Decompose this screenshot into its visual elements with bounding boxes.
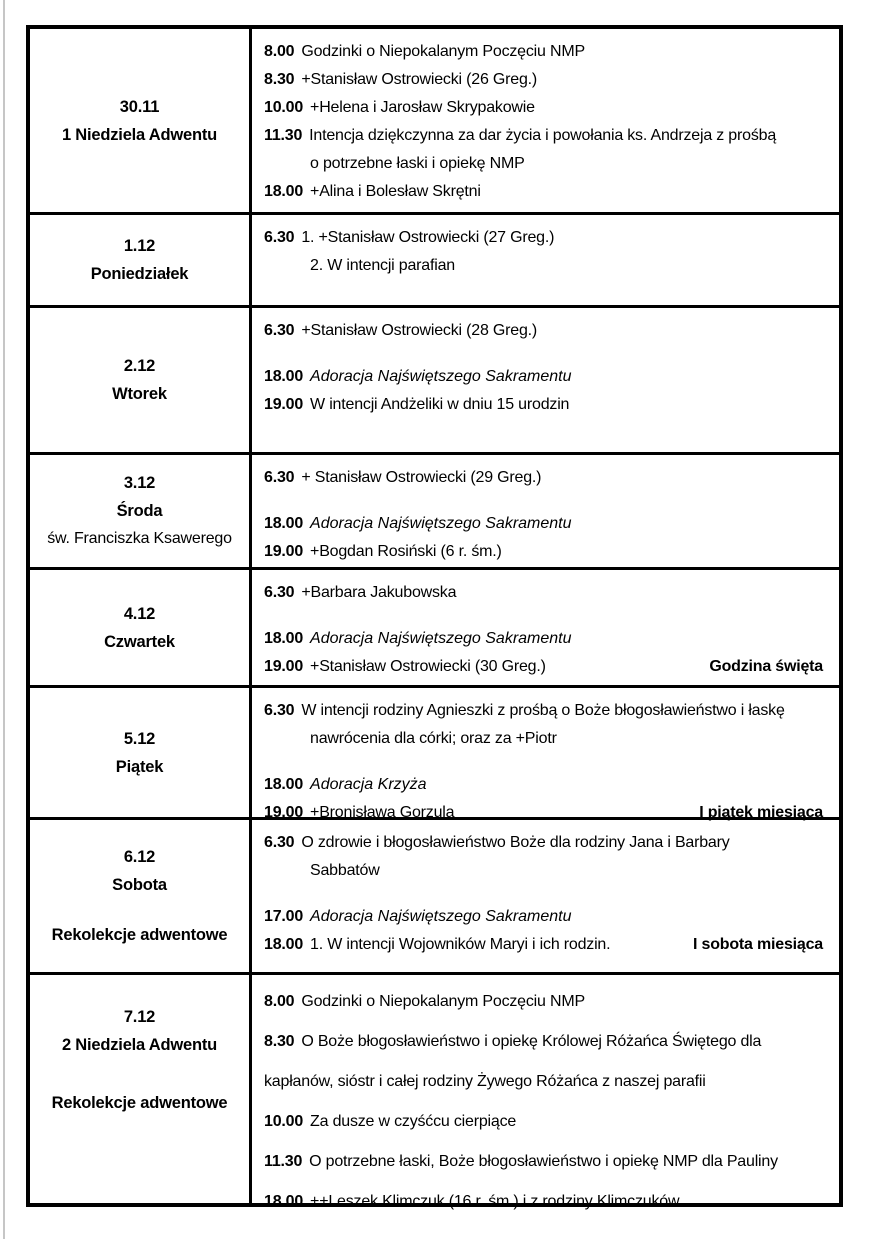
intentions-cell — [252, 29, 839, 212]
mass-time: 6.30 — [264, 469, 295, 486]
date-line: 2.12 — [123, 357, 156, 375]
mass-entry — [264, 931, 829, 959]
mass-intention: 1. +Stanisław Ostrowiecki (27 Greg.) — [301, 229, 555, 246]
mass-time: 18.00 — [264, 936, 304, 953]
date-line: 1.12 — [123, 237, 156, 255]
date-cell — [30, 308, 252, 452]
mass-intention: Adoracja Najświętszego Sakramentu — [310, 908, 572, 925]
mass-time: 17.00 — [264, 908, 304, 925]
schedule-row — [30, 215, 839, 308]
date-line: Rekolekcje adwentowe — [51, 1094, 228, 1112]
mass-entry — [264, 771, 829, 799]
mass-time: 10.00 — [264, 1113, 304, 1130]
mass-intention: Adoracja Najświętszego Sakramentu — [310, 515, 572, 532]
mass-intention: Adoracja Krzyża — [310, 776, 427, 793]
mass-entry — [264, 1108, 829, 1136]
mass-entry — [264, 988, 829, 1016]
mass-entry — [264, 579, 829, 607]
mass-intention: 2. W intencji parafian — [310, 257, 456, 274]
mass-intention: W intencji rodziny Agnieszki z prośbą o Boże błogosławieństwo i łaskę — [301, 702, 785, 719]
date-line: Wtorek — [112, 385, 167, 403]
mass-entry — [264, 178, 829, 206]
mass-intention: kapłanów, sióstr i całej rodziny Żywego Różańca z naszej parafii — [264, 1073, 706, 1090]
date-line: 1 Niedziela Adwentu — [61, 125, 218, 144]
date-line: 7.12 — [123, 1008, 156, 1026]
schedule-row — [30, 29, 839, 215]
mass-time: 6.30 — [264, 702, 295, 719]
intentions-cell — [252, 455, 839, 567]
mass-time: 18.00 — [264, 183, 304, 200]
mass-time: 8.00 — [264, 43, 295, 60]
mass-time: 18.00 — [264, 1193, 304, 1210]
date-line: św. Franciszka Ksawerego — [47, 530, 232, 547]
mass-intention: + Stanisław Ostrowiecki (29 Greg.) — [301, 469, 542, 486]
schedule-row — [30, 455, 839, 570]
mass-entry — [264, 66, 829, 94]
mass-time: 19.00 — [264, 658, 304, 675]
mass-intention: W intencji Andżeliki w dniu 15 urodzin — [310, 396, 570, 413]
date-cell — [30, 570, 252, 685]
mass-intention: Sabbatów — [310, 862, 380, 879]
date-line: Środa — [116, 502, 163, 520]
mass-time: 8.30 — [264, 1033, 295, 1050]
mass-intention: ++Leszek Klimczuk (16 r. śm.) i z rodziny Klimczuków — [310, 1193, 680, 1210]
mass-intention: +Bogdan Rosiński (6 r. śm.) — [310, 543, 502, 560]
mass-time: 18.00 — [264, 515, 304, 532]
schedule-row — [30, 688, 839, 820]
date-line: Czwartek — [104, 632, 175, 651]
mass-entry — [264, 510, 829, 538]
date-cell — [30, 688, 252, 817]
intentions-cell — [252, 215, 839, 305]
mass-entry — [264, 538, 829, 566]
mass-intention: O zdrowie i błogosławieństwo Boże dla rodziny Jana i Barbary — [301, 834, 730, 851]
mass-intention: Adoracja Najświętszego Sakramentu — [310, 630, 572, 647]
date-cell — [30, 455, 252, 567]
mass-entry — [264, 391, 829, 419]
mass-intention: +Stanisław Ostrowiecki (26 Greg.) — [301, 71, 538, 88]
intentions-cell — [252, 570, 839, 685]
mass-intention: O potrzebne łaski, Boże błogosławieństwo i opiekę NMP dla Pauliny — [309, 1153, 778, 1170]
mass-entry — [264, 857, 829, 885]
mass-time: 8.00 — [264, 993, 295, 1010]
date-line: 30.11 — [119, 97, 160, 116]
mass-entry — [264, 150, 829, 178]
mass-time: 19.00 — [264, 804, 304, 821]
mass-entry — [264, 625, 829, 653]
mass-intention: nawrócenia dla córki; oraz za +Piotr — [310, 730, 557, 747]
mass-intention: o potrzebne łaski i opiekę NMP — [310, 155, 525, 172]
mass-entry — [264, 224, 829, 252]
intentions-cell — [252, 820, 839, 972]
schedule-row — [30, 308, 839, 455]
date-line: 3.12 — [123, 474, 156, 492]
mass-entry — [264, 1028, 829, 1056]
mass-intention: O Boże błogosławieństwo i opiekę Królowej Różańca Świętego dla — [301, 1033, 762, 1050]
mass-intention: Intencja dziękczynna za dar życia i powołania ks. Andrzeja z prośbą — [309, 127, 777, 144]
mass-intention: +Stanisław Ostrowiecki (28 Greg.) — [301, 322, 538, 339]
intentions-cell — [252, 975, 839, 1210]
mass-time: 6.30 — [264, 229, 295, 246]
date-cell — [30, 820, 252, 972]
schedule-table — [26, 25, 843, 1210]
mass-intention: +Bronisława Gorzula — [310, 804, 455, 821]
date-line: 6.12 — [123, 848, 156, 866]
mass-entry — [264, 653, 829, 681]
mass-intention: +Helena i Jarosław Skrypakowie — [310, 99, 535, 116]
mass-intention: +Stanisław Ostrowiecki (30 Greg.) — [310, 658, 546, 675]
date-line: Rekolekcje adwentowe — [51, 926, 228, 944]
intentions-cell — [252, 308, 839, 452]
schedule-row — [30, 570, 839, 688]
mass-entry — [264, 725, 829, 753]
mass-entry — [264, 94, 829, 122]
mass-time: 18.00 — [264, 630, 304, 647]
mass-intention: Za dusze w czyśćcu cierpiące — [310, 1113, 517, 1130]
mass-entry — [264, 464, 829, 492]
mass-entry — [264, 1148, 829, 1176]
schedule-row — [30, 975, 839, 1210]
mass-entry — [264, 1068, 829, 1096]
scan-edge-line — [3, 0, 5, 1239]
date-line: Piątek — [115, 757, 164, 776]
mass-intention: +Alina i Bolesław Skrętni — [310, 183, 481, 200]
mass-time: 6.30 — [264, 584, 295, 601]
date-line: 2 Niedziela Adwentu — [61, 1036, 218, 1054]
mass-entry — [264, 697, 829, 725]
mass-time: 10.00 — [264, 99, 304, 116]
date-line: 4.12 — [123, 604, 156, 623]
mass-time: 19.00 — [264, 396, 304, 413]
date-cell — [30, 29, 252, 212]
mass-time: 11.30 — [264, 127, 303, 144]
mass-entry — [264, 1188, 829, 1216]
mass-time: 6.30 — [264, 834, 295, 851]
special-note: Godzina święta — [709, 658, 823, 675]
mass-intention: 1. W intencji Wojowników Maryi i ich rodzin. — [310, 936, 611, 953]
mass-time: 8.30 — [264, 71, 295, 88]
mass-time: 6.30 — [264, 322, 295, 339]
mass-intention: +Barbara Jakubowska — [301, 584, 457, 601]
schedule-row — [30, 820, 839, 975]
mass-time: 11.30 — [264, 1153, 303, 1170]
date-line: 5.12 — [123, 729, 156, 748]
mass-entry — [264, 252, 829, 280]
mass-entry — [264, 317, 829, 345]
date-line: Sobota — [112, 876, 167, 894]
mass-intention: Godzinki o Niepokalanym Poczęciu NMP — [301, 43, 585, 60]
date-line: Poniedziałek — [90, 265, 189, 283]
mass-time: 19.00 — [264, 543, 304, 560]
intentions-cell — [252, 688, 839, 821]
date-cell — [30, 215, 252, 305]
mass-time: 18.00 — [264, 368, 304, 385]
mass-intention: Godzinki o Niepokalanym Poczęciu NMP — [301, 993, 585, 1010]
mass-intention: Adoracja Najświętszego Sakramentu — [310, 368, 572, 385]
mass-entry — [264, 829, 829, 857]
mass-entry — [264, 363, 829, 391]
mass-entry — [264, 903, 829, 931]
mass-entry — [264, 122, 829, 150]
date-cell — [30, 975, 252, 1203]
special-note: I sobota miesiąca — [693, 936, 823, 953]
special-note: I piątek miesiąca — [699, 804, 823, 821]
mass-time: 18.00 — [264, 776, 304, 793]
mass-entry — [264, 38, 829, 66]
